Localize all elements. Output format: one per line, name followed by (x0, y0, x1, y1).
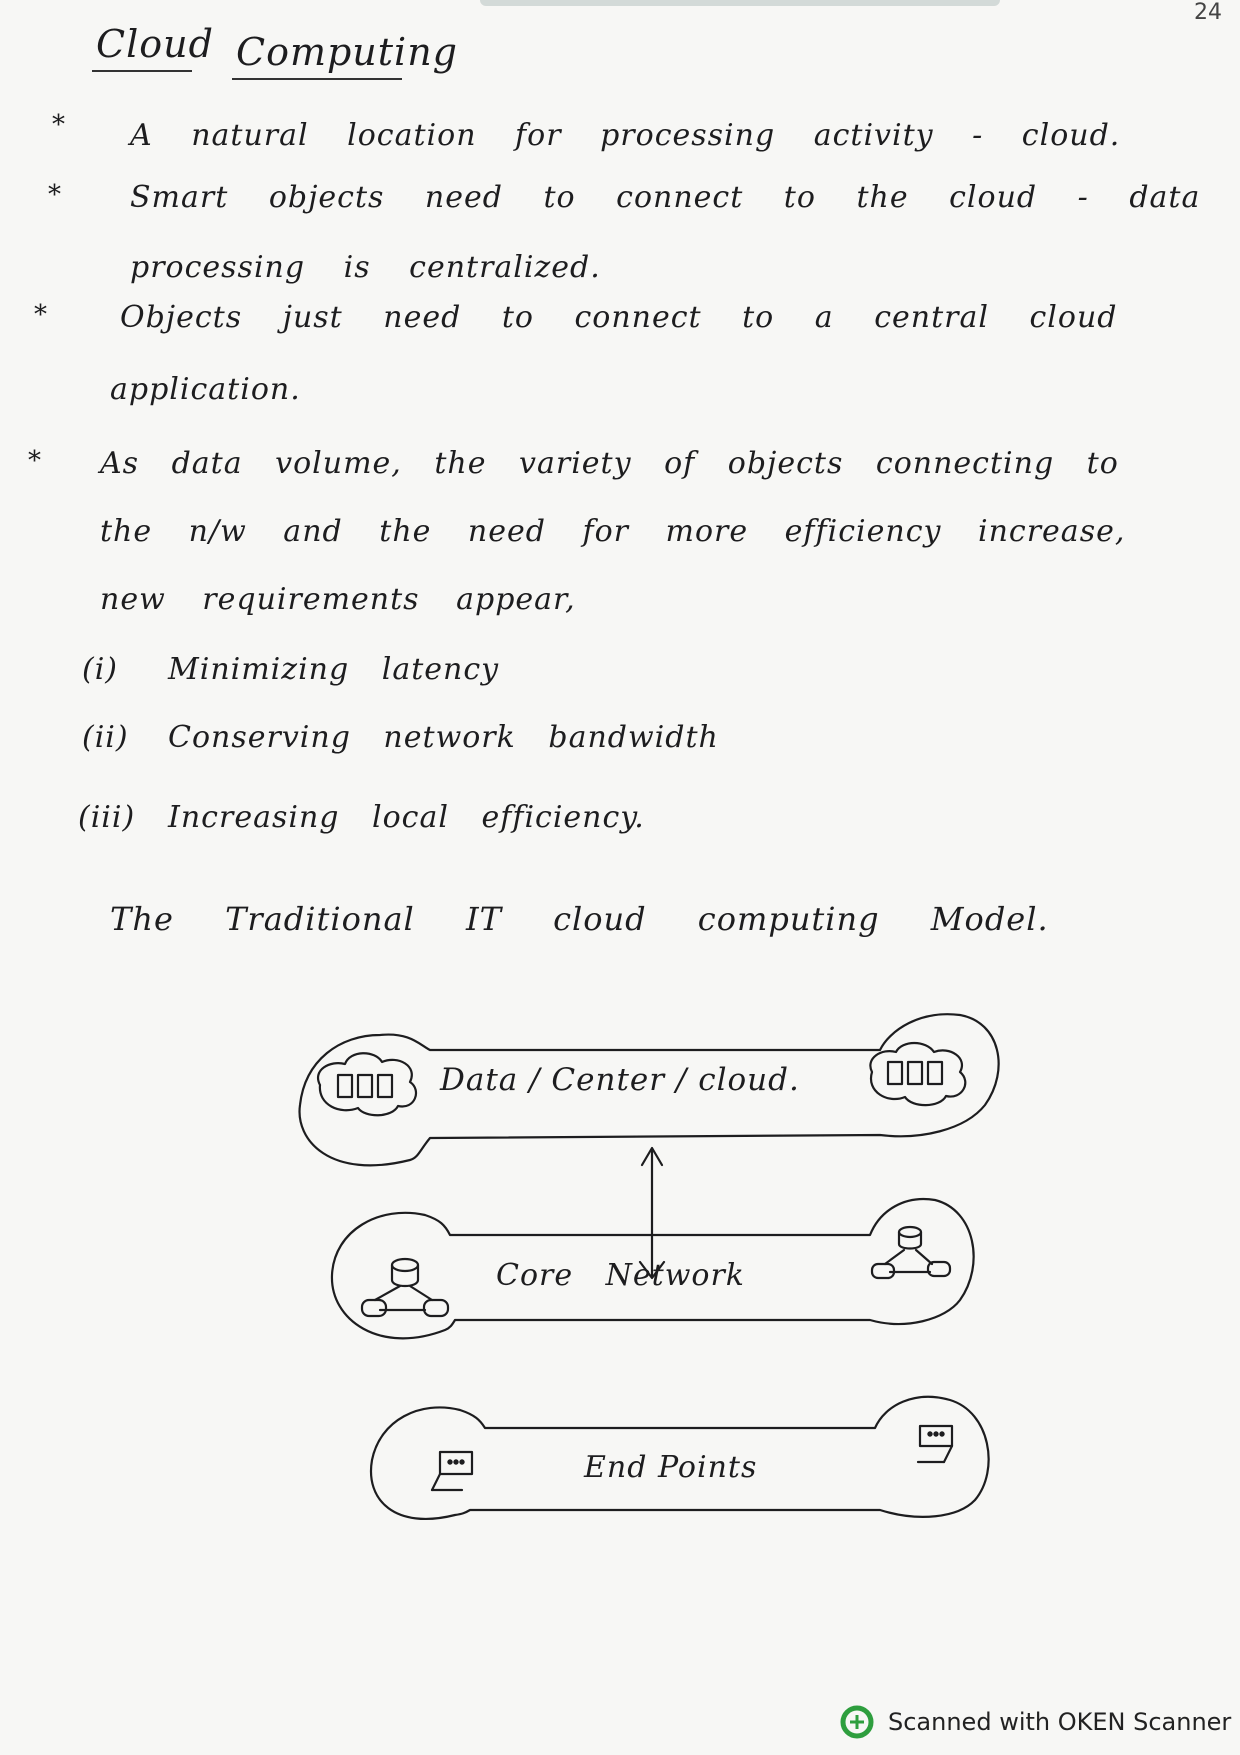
scanner-watermark-text: Scanned with OKEN Scanner (888, 1708, 1232, 1736)
scanner-logo-icon (840, 1705, 874, 1739)
bullet-star: * (28, 446, 42, 476)
requirement-num: (iii) (78, 800, 136, 835)
cloud-icon (870, 1043, 965, 1105)
scanner-watermark (840, 1700, 1231, 1744)
bullet-1-text: A natural location for processing activity - cloud. (130, 118, 1121, 153)
page-number: 24 (1194, 0, 1222, 25)
cloud-icon (318, 1053, 416, 1115)
server-icon (888, 1062, 902, 1084)
bullet-4-line-3: new requirements appear, (100, 582, 576, 617)
requirement-text: Minimizing latency (168, 652, 500, 687)
bullet-2-line-2: processing is centralized. (130, 250, 601, 285)
server-icon (908, 1062, 922, 1084)
bullet-4-line-1: As data volume, the variety of objects connecting to (100, 446, 1119, 481)
requirement-text: Increasing local efficiency. (168, 800, 645, 835)
title-word-1: Cloud (96, 22, 214, 66)
tier-2-label: Core Network (496, 1258, 745, 1293)
bullet-star: * (52, 110, 66, 140)
bullet-star: * (48, 180, 62, 210)
tier-1-label: Data / Center / cloud. (440, 1062, 800, 1098)
server-icon (358, 1075, 372, 1097)
network-node-icon (899, 1227, 921, 1237)
bullet-2-line-1: Smart objects need to connect to the cloud - data (130, 180, 1201, 215)
title-word-2: Computing (236, 30, 459, 74)
requirement-num: (i) (82, 652, 119, 687)
server-icon (378, 1075, 392, 1097)
bullet-3-line-1: Objects just need to connect to a central cloud (120, 300, 1118, 335)
network-node-icon (362, 1300, 386, 1316)
server-icon (928, 1062, 942, 1084)
server-icon (338, 1075, 352, 1097)
requirement-num: (ii) (82, 720, 129, 755)
network-node-icon (424, 1300, 448, 1316)
tier-3-label: End Points (584, 1450, 758, 1485)
bullet-3-line-2: application. (110, 372, 301, 407)
model-heading: The Traditional IT cloud computing Model. (110, 900, 1049, 938)
requirement-text: Conserving network bandwidth (168, 720, 719, 755)
network-node-icon (392, 1259, 418, 1271)
bullet-star: * (34, 300, 48, 330)
bullet-4-line-2: the n/w and the need for more efficiency increase, (100, 514, 1126, 549)
